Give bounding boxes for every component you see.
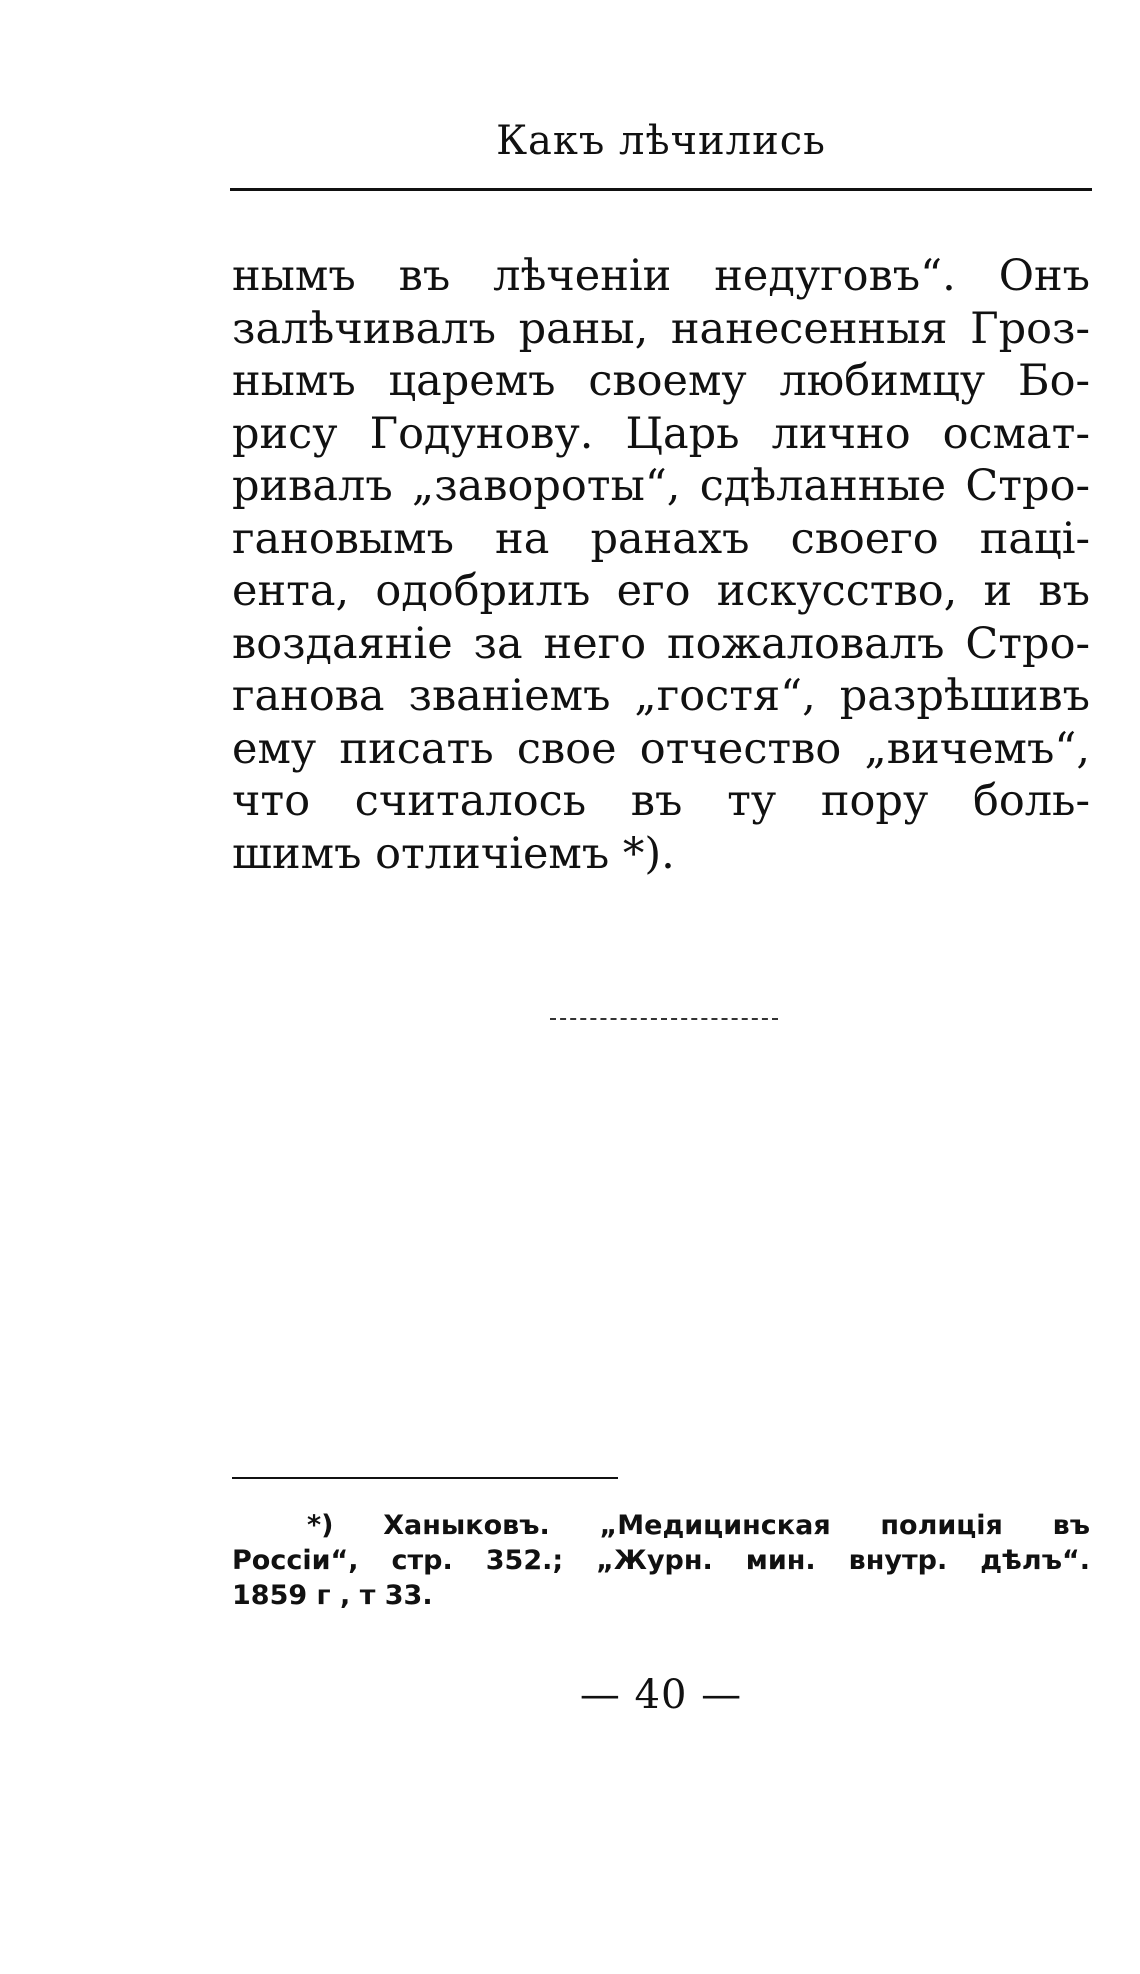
body-line: что считалось въ ту пору боль-: [232, 776, 1090, 826]
footnote-line: *) Ханыковъ. „Медицинская полиція въ: [307, 1510, 1090, 1541]
running-head: Какъ лѣчились: [496, 118, 826, 164]
footnote: [232, 1508, 1090, 1613]
body-line: воздаяніе за него пожаловалъ Стро-: [232, 618, 1090, 669]
footnote-line: Россіи“, стр. 352.; „Журн. мин. внутр. дѣлъ“.: [232, 1545, 1090, 1576]
body-line: гановымъ на ранахъ своего паці-: [232, 513, 1090, 564]
body-line: ему писать свое отчество „вичемъ“,: [232, 723, 1090, 774]
body-text: [232, 250, 1090, 880]
body-line: залѣчивалъ раны, нанесенныя Гроз-: [232, 303, 1090, 354]
body-line: рису Годунову. Царь лично осмат-: [232, 408, 1090, 459]
footnote-rule: [232, 1477, 618, 1479]
body-line: ента, одобрилъ его искусство, и въ: [232, 566, 1090, 616]
body-line: нымъ царемъ своему любимцу Бо-: [232, 356, 1090, 406]
body-line: шимъ отличіемъ *).: [232, 828, 675, 879]
header-rule: [230, 188, 1092, 191]
body-line: ривалъ „завороты“, сдѣланные Стро-: [232, 461, 1090, 511]
section-break-rule: [550, 1018, 778, 1020]
page-number: — 40 —: [579, 1672, 743, 1718]
body-line: нымъ въ лѣченіи недуговъ“. Онъ: [232, 251, 1090, 301]
body-line: ганова званіемъ „гостя“, разрѣшивъ: [232, 671, 1090, 721]
footnote-line: 1859 г , т 33.: [232, 1580, 433, 1611]
